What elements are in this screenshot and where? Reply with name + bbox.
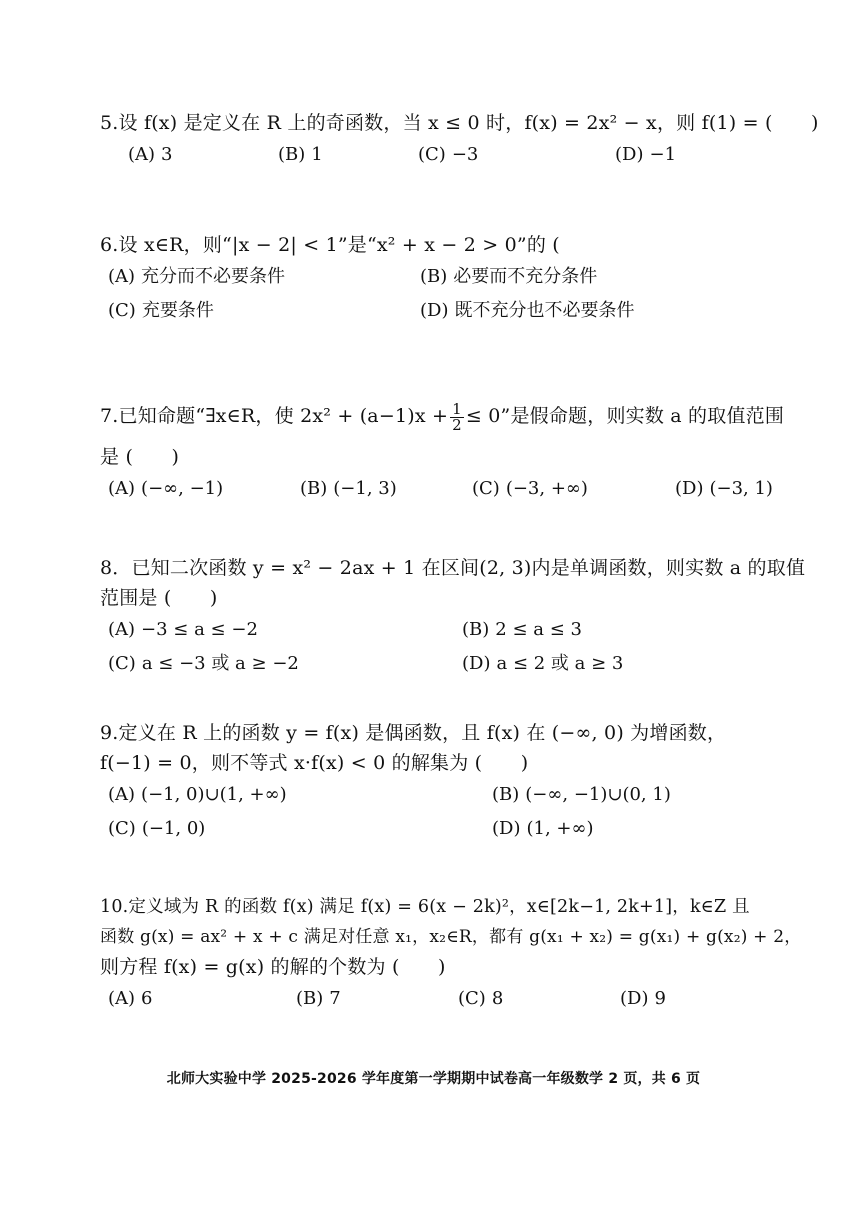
option-b: (B) 7	[296, 988, 341, 1009]
question-10-stem: 10.定义域为 R 的函数 f(x) 满足 f(x) = 6(x − 2k)²，x∈[2k−1, 2k+1]，k∈Z 且	[100, 897, 750, 917]
option-b: (B) 1	[278, 144, 323, 165]
option-b: (B) (−∞, −1)∪(0, 1)	[492, 784, 671, 805]
option-d: (D) 9	[620, 988, 666, 1009]
question-7-stem-line2: 是 ( )	[100, 446, 180, 468]
option-c: (C) (−3, +∞)	[472, 478, 588, 499]
option-c: (C) 充要条件	[108, 300, 214, 321]
option-b: (B) (−1, 3)	[300, 478, 397, 499]
option-b: (B) 2 ≤ a ≤ 3	[462, 619, 582, 640]
option-b: (B) 必要而不充分条件	[420, 266, 598, 287]
question-8	[100, 553, 806, 681]
option-c: (C) 8	[458, 988, 504, 1009]
question-10-stem-line3: 则方程 f(x) = g(x) 的解的个数为 ( )	[100, 956, 446, 978]
option-c: (C) a ≤ −3 或 a ≥ −2	[108, 653, 299, 674]
option-d: (D) (−3, 1)	[675, 478, 773, 499]
option-a: (A) 充分而不必要条件	[108, 266, 286, 287]
fraction: $\frac{1}{2}$	[452, 399, 462, 434]
option-d: (D) (1, +∞)	[492, 818, 594, 839]
option-a: (A) −3 ≤ a ≤ −2	[108, 619, 258, 640]
question-9-options-row2	[100, 812, 790, 846]
question-7-stem: 7.已知命题“∃x∈R，使 2x² + (a−1)x + $\frac{1}{2}$ ≤ 0”是假命题，则实数 a 的取值范围	[100, 399, 785, 434]
option-d: (D) a ≤ 2 或 a ≥ 3	[462, 653, 624, 674]
option-a: (A) 6	[108, 988, 153, 1009]
question-7-options	[100, 472, 790, 506]
question-6	[100, 230, 790, 328]
option-c: (C) (−1, 0)	[108, 818, 206, 839]
question-10-options	[100, 982, 790, 1016]
question-5	[100, 108, 819, 172]
question-9	[100, 718, 790, 846]
option-a: (A) (−∞, −1)	[108, 478, 224, 499]
question-7	[100, 398, 790, 506]
option-c: (C) −3	[418, 144, 479, 165]
option-a: (A) 3	[128, 144, 173, 165]
option-a: (A) (−1, 0)∪(1, +∞)	[108, 784, 287, 805]
option-d: (D) 既不充分也不必要条件	[420, 300, 635, 321]
question-8-options-row1	[100, 613, 790, 647]
question-9-options-row1	[100, 778, 790, 812]
question-5-stem: 5.设 f(x) 是定义在 R 上的奇函数，当 x ≤ 0 时，f(x) = 2x² − x，则 f(1) = ( )	[100, 112, 819, 134]
question-6-options-row2	[100, 294, 790, 328]
question-6-options-row1	[100, 260, 790, 294]
question-10	[100, 892, 802, 1016]
page-footer: 北师大实验中学 2025-2026 学年度第一学期期中试卷高一年级数学 2 页，共 6 页	[166, 1071, 701, 1087]
question-9-stem: 9.定义在 R 上的函数 y = f(x) 是偶函数，且 f(x) 在 (−∞, 0) 为增函数，	[100, 722, 727, 744]
option-d: (D) −1	[615, 144, 677, 165]
question-10-stem-line2: 函数 g(x) = ax² + x + c 满足对任意 x₁，x₂∈R，都有 g(x₁ + x₂) = g(x₁) + g(x₂) + 2，	[100, 927, 802, 947]
question-8-stem: 8．已知二次函数 y = x² − 2ax + 1 在区间(2, 3)内是单调函数，则实数 a 的取值	[100, 557, 806, 579]
question-9-stem-line2: f(−1) = 0，则不等式 x·f(x) < 0 的解集为 ( )	[100, 752, 529, 774]
question-8-stem-line2: 范围是 ( )	[100, 587, 218, 609]
question-5-options	[100, 138, 790, 172]
question-8-options-row2	[100, 647, 790, 681]
question-6-stem: 6.设 x∈R，则“|x − 2| < 1”是“x² + x − 2 > 0”的 (	[100, 234, 560, 256]
